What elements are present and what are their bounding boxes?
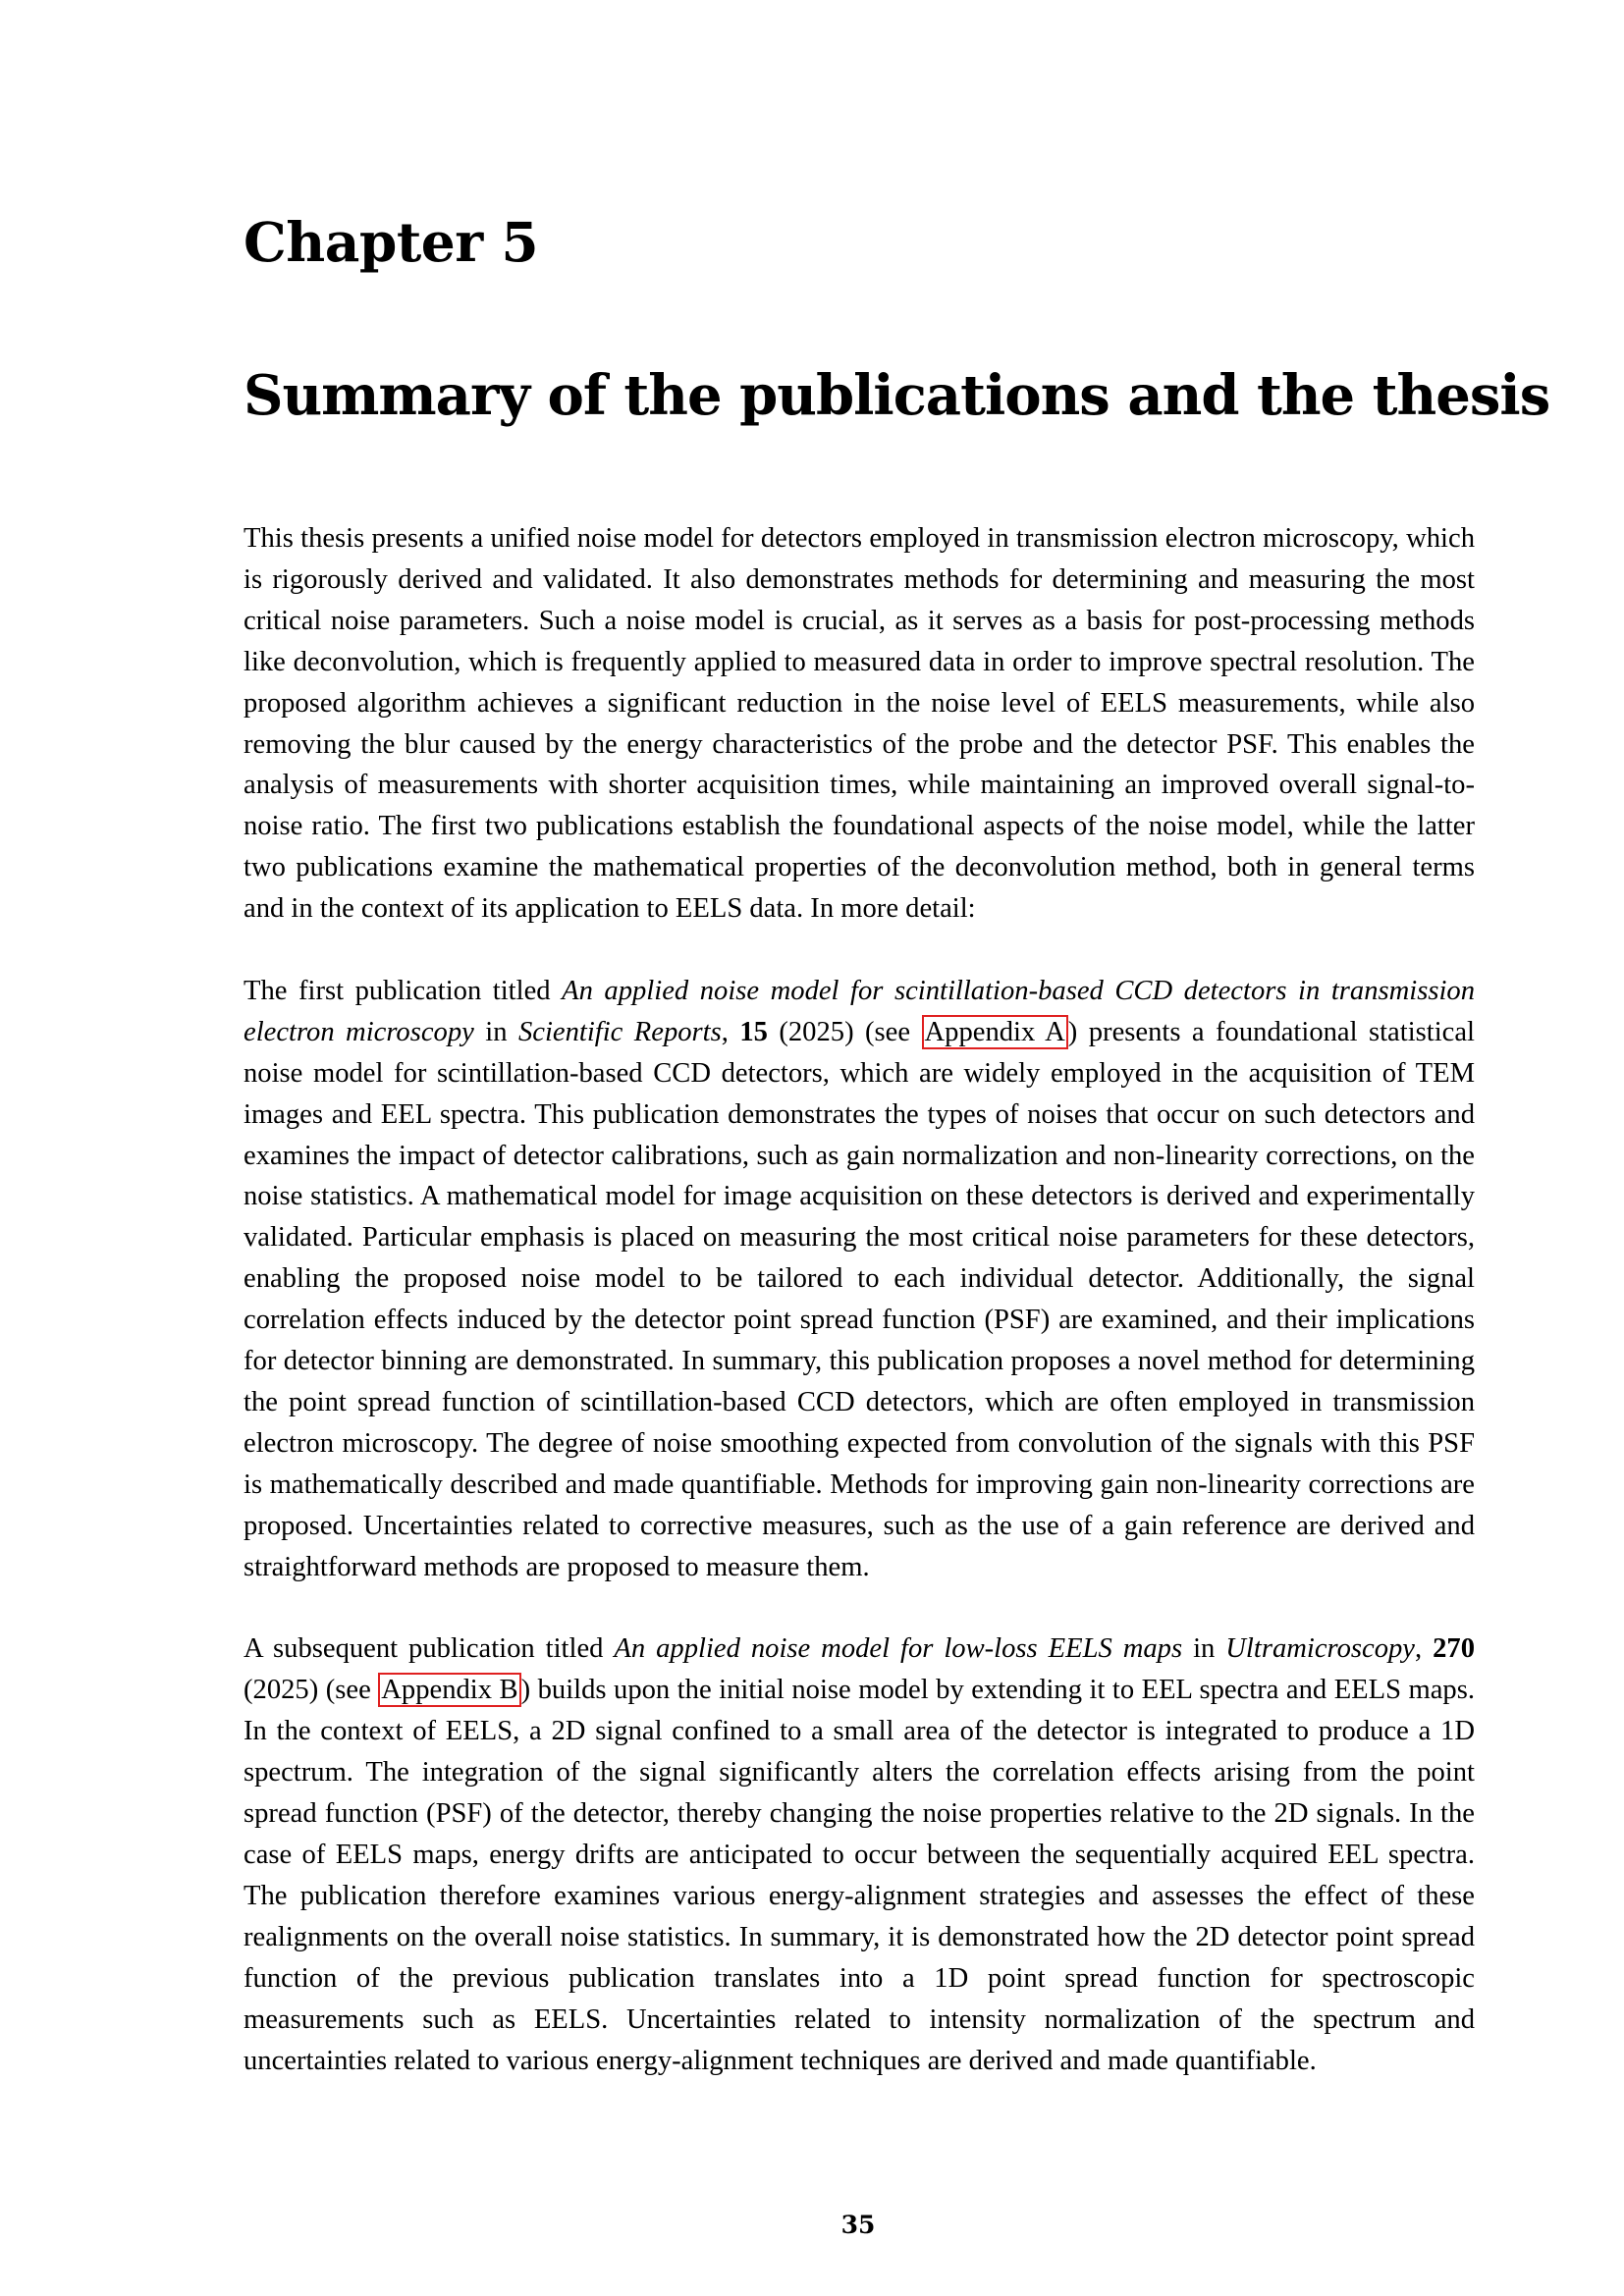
publication-1-journal: Scientific Reports (517, 1016, 722, 1047)
publication-1-paragraph (244, 971, 1475, 1588)
publication-2-paragraph (244, 1629, 1475, 2081)
chapter-body (244, 518, 1475, 2081)
publication-2-title: An applied noise model for low-loss EELS maps (614, 1633, 1183, 1665)
publication-2-year: (2025) (see (244, 1675, 379, 1706)
publication-2-journal: Ultramicroscopy (1225, 1633, 1415, 1665)
publication-1-in: in (473, 1016, 518, 1047)
chapter-title: Summary of the publications and the thesis (244, 363, 1550, 428)
publication-2-lead: A subsequent publication titled (244, 1633, 615, 1665)
publication-1-lead: The first publication titled (244, 975, 563, 1006)
publication-1-volume: 15 (739, 1016, 768, 1047)
publication-1-year: (2025) (see (767, 1016, 922, 1047)
publication-2-in: in (1182, 1633, 1226, 1665)
intro-paragraph: This thesis presents a unified noise model for detectors employed in transmission electron microscopy, which is rigorously derived and validated. It also demonstrates methods for determining and measuring the most critical noise parameters. Such a noise model is crucial, as it serves as a basis for post-processing methods like deconvolution, which is frequently applied to measured data in order to improve spectral resolution. The proposed algorithm achieves a significant reduction in the noise level of EELS measurements, while also removing the blur caused by the energy characteristics of the probe and the detector PSF. This enables the analysis of measurements with shorter acquisition times, while maintaining an improved overall signal-to-noise ratio. The first two publications establish the foundational aspects of the noise model, while the latter two publications examine the mathematical properties of the deconvolution method, both in general terms and in the context of its application to EELS data. In more detail: (244, 523, 1475, 925)
publication-2-summary: ) builds upon the initial noise model by extending it to EEL spectra and EELS maps. In the context of EELS, a 2D signal confined to a small area of the detector is integrated to produce a 1D spectrum. The integration of the signal significantly alters the correlation effects arising from the point spread function (PSF) of the detector, thereby changing the noise properties relative to the 2D signals. In the case of EELS maps, energy drifts are anticipated to occur between the sequentially acquired EEL spectra. The publication therefore examines various energy-alignment strategies and assesses the effect of these realignments on the overall noise statistics. In summary, it is demonstrated how the 2D detector point spread function of the previous publication translates into a 1D point spread function for spectroscopic measurements such as EELS. Uncertainties related to intensity normalization of the spectrum and uncertainties related to various energy-alignment techniques are derived and made quantifiable. (244, 1675, 1476, 2076)
publication-2-comma: , (1415, 1633, 1434, 1665)
appendix-b-link[interactable]: Appendix B (378, 1673, 520, 1707)
chapter-label: Chapter 5 (244, 210, 539, 274)
page-number: 35 (840, 2211, 876, 2239)
publication-1-comma: , (721, 1016, 740, 1047)
publication-2-volume: 270 (1433, 1633, 1476, 1665)
publication-1-summary: ) presents a foundational statistical noise model for scintillation-based CCD detectors, which are widely employed in the acquisition of TEM images and EEL spectra. This publication demonstrates the types of noises that occur on such detectors and examines the impact of detector calibrations, such as gain normalization and non-linearity corrections, on the noise statistics. A mathematical model for image acquisition on these detectors is derived and experimentally validated. Particular emphasis is placed on measuring the most critical noise parameters for these detectors, enabling the proposed noise model to be tailored to each individual detector. Additionally, the signal correlation effects induced by the detector point spread function (PSF) are examined, and their implications for detector binning are demonstrated. In summary, this publication proposes a novel method for determining the point spread function of scintillation-based CCD detectors, which are often employed in transmission electron microscopy. The degree of noise smoothing expected from convolution of the signals with this PSF is mathematically described and made quantifiable. Methods for improving gain non-linearity corrections are proposed. Uncertainties related to corrective measures, such as the use of a gain reference are derived and straightforward methods are proposed to measure them. (244, 1016, 1475, 1582)
appendix-a-link[interactable]: Appendix A (922, 1015, 1068, 1049)
publication-1-title: An applied noise model for scintillation-based CCD detectors in transmission electron microscopy (244, 975, 1476, 1047)
